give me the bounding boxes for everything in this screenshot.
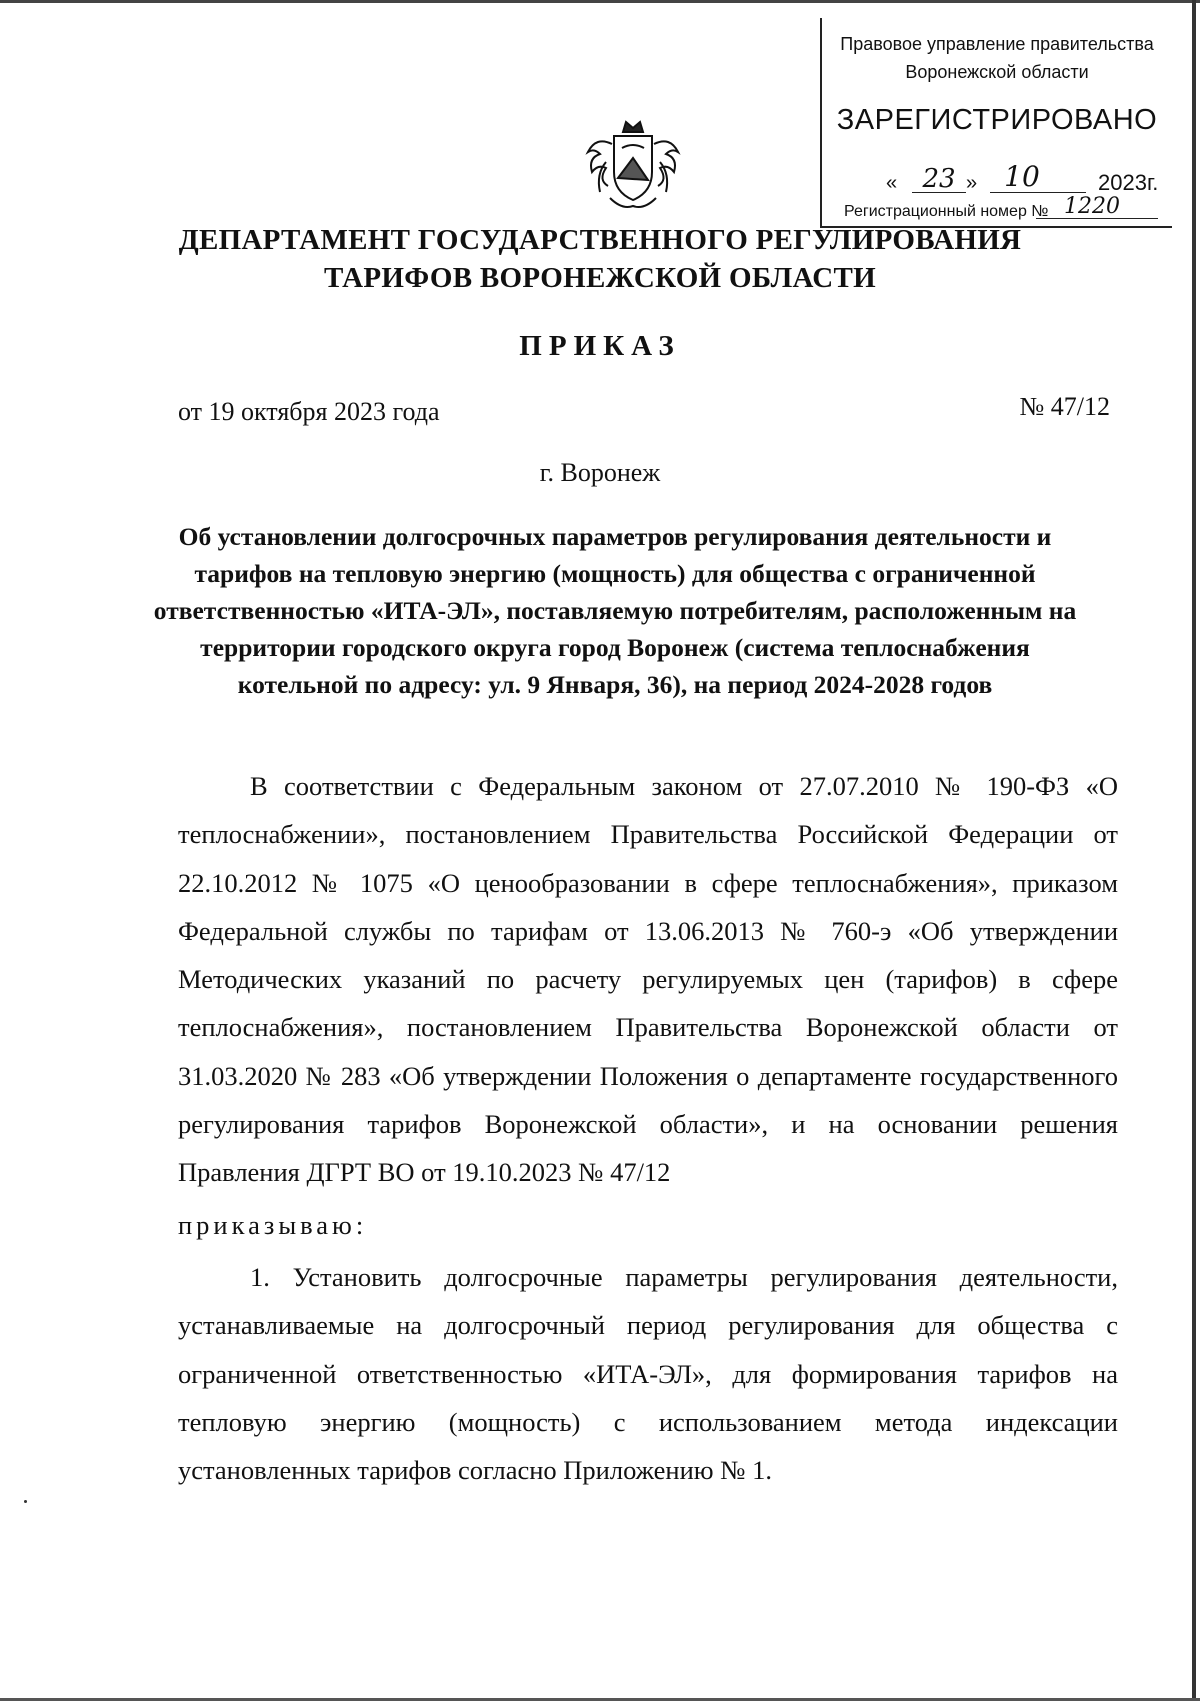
coat-of-arms-icon bbox=[578, 118, 688, 214]
registration-stamp bbox=[820, 18, 1172, 228]
stamp-month: 10 bbox=[1004, 160, 1040, 193]
order-word: приказываю: bbox=[178, 1210, 368, 1240]
scan-speck bbox=[24, 1500, 27, 1503]
stamp-authority-line2: Воронежской области bbox=[905, 62, 1089, 82]
stamp-quote-close: » bbox=[966, 172, 978, 194]
stamp-year: 2023г. bbox=[1098, 170, 1159, 195]
order-date: от 19 октября 2023 года bbox=[178, 397, 440, 426]
stamp-number-value: 1220 bbox=[1064, 194, 1120, 219]
doc-type-heading: ПРИКАЗ bbox=[519, 330, 681, 362]
preamble-paragraph: В соответствии с Федеральным законом от 27.07.2010 № 190-ФЗ «О теплоснабжении», постановлением Правительства Российской Федерации от 22.10.2012 № 1075 «О ценообразовании в сфере теплоснабжения», приказом Федеральной службы по тарифам от 13.06.2013 № 760-э «Об утверждении Методических указаний по расчету регулируемых цен (тарифов) в сфере теплоснабжения», постановлением Правительства Воронежской области от 31.03.2020 № 283 «Об утверждении Положения о департаменте государственного регулирования тарифов Воронежской области», и на основании решения Правления ДГРТ ВО от 19.10.2023 № 47/12 bbox=[178, 771, 1118, 1188]
order-city: г. Воронеж bbox=[539, 458, 661, 487]
order-number: № 47/12 bbox=[1019, 392, 1110, 421]
stamp-month-underline bbox=[990, 192, 1086, 193]
stamp-day-underline bbox=[912, 192, 966, 193]
stamp-authority-line1: Правовое управление правительства bbox=[840, 34, 1154, 54]
stamp-registered: ЗАРЕГИСТРИРОВАНО bbox=[836, 104, 1158, 136]
item-1-paragraph: 1. Установить долгосрочные параметры регулирования деятельности, устанавливаемые на долгосрочный период регулирования для общества с ограниченной ответственностью «ИТА-ЭЛ», для формирования тарифов на тепловую энергию (мощность) с использованием метода индексации установленных тарифов согласно Приложению № 1. bbox=[178, 1262, 1118, 1486]
org-name-line1: ДЕПАРТАМЕНТ ГОСУДАРСТВЕННОГО РЕГУЛИРОВАНИЯ bbox=[178, 224, 1022, 256]
stamp-number-label: Регистрационный номер № bbox=[844, 203, 1049, 220]
stamp-date bbox=[862, 158, 1162, 194]
scan-edge-top bbox=[0, 0, 1200, 3]
order-title: Об установлении долгосрочных параметров регулирования деятельности и тарифов на тепловую энергию (мощность) для общества с ограниченной ответственностью «ИТА-ЭЛ», поставляемую потребителям, расположенным на территории городского округа город Воронеж (система теплоснабжения котельной по адресу: ул. 9 Января, 36), на период 2024-2028 годов bbox=[153, 522, 1077, 699]
stamp-quote-open: « bbox=[886, 172, 898, 194]
stamp-day: 23 bbox=[922, 164, 956, 194]
org-name-line2: ТАРИФОВ ВОРОНЕЖСКОЙ ОБЛАСТИ bbox=[323, 262, 877, 294]
stamp-number-underline bbox=[1036, 218, 1158, 219]
